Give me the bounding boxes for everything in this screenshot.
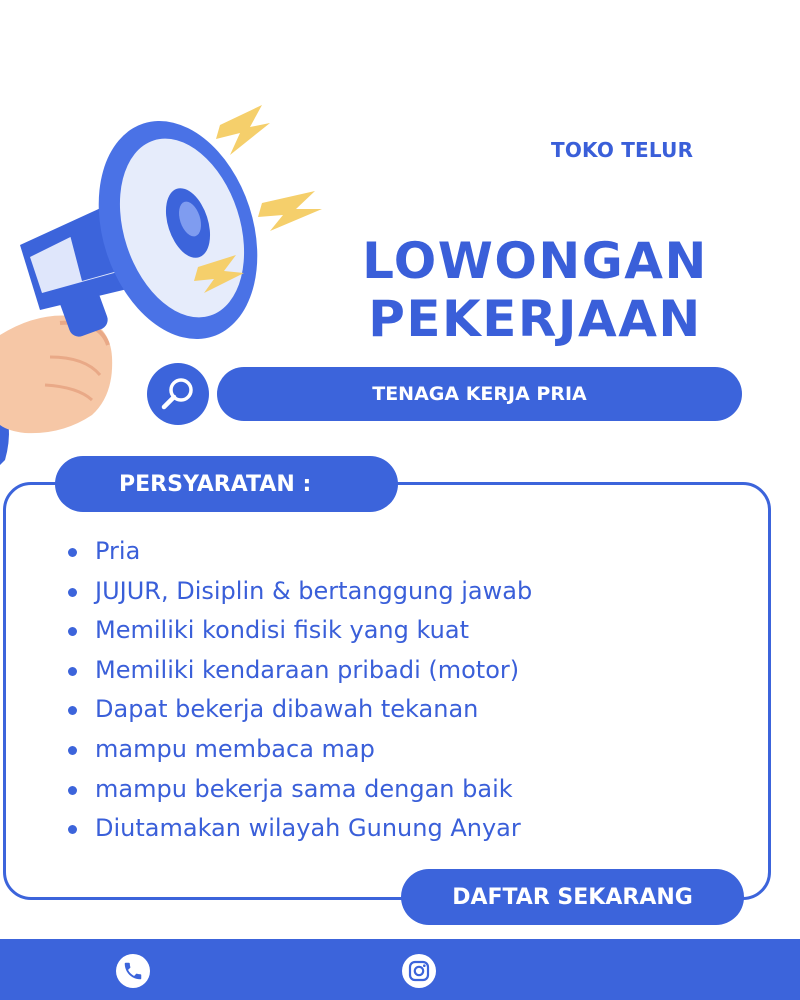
search-icon xyxy=(147,363,209,425)
list-item: mampu membaca map xyxy=(68,730,532,770)
list-item: Diutamakan wilayah Gunung Anyar xyxy=(68,809,532,849)
phone-icon[interactable] xyxy=(116,954,150,988)
brand-name: TOKO TELUR xyxy=(551,138,694,162)
requirements-title: PERSYARATAN : xyxy=(55,456,398,512)
list-item: Memiliki kondisi fisik yang kuat xyxy=(68,611,532,651)
requirements-list xyxy=(68,532,532,849)
list-item: Dapat bekerja dibawah tekanan xyxy=(68,690,532,730)
list-item: Pria xyxy=(68,532,532,572)
headline-line-1: LOWONGAN xyxy=(362,232,708,290)
search-badge xyxy=(147,363,209,425)
position-label: TENAGA KERJA PRIA xyxy=(217,367,742,421)
instagram-icon[interactable] xyxy=(402,954,436,988)
page-title xyxy=(340,232,730,348)
headline-line-2: PEKERJAAN xyxy=(368,290,702,348)
list-item: Memiliki kendaraan pribadi (motor) xyxy=(68,651,532,691)
list-item: JUJUR, Disiplin & bertanggung jawab xyxy=(68,572,532,612)
register-now-button[interactable]: DAFTAR SEKARANG xyxy=(401,869,744,925)
list-item: mampu bekerja sama dengan baik xyxy=(68,770,532,810)
